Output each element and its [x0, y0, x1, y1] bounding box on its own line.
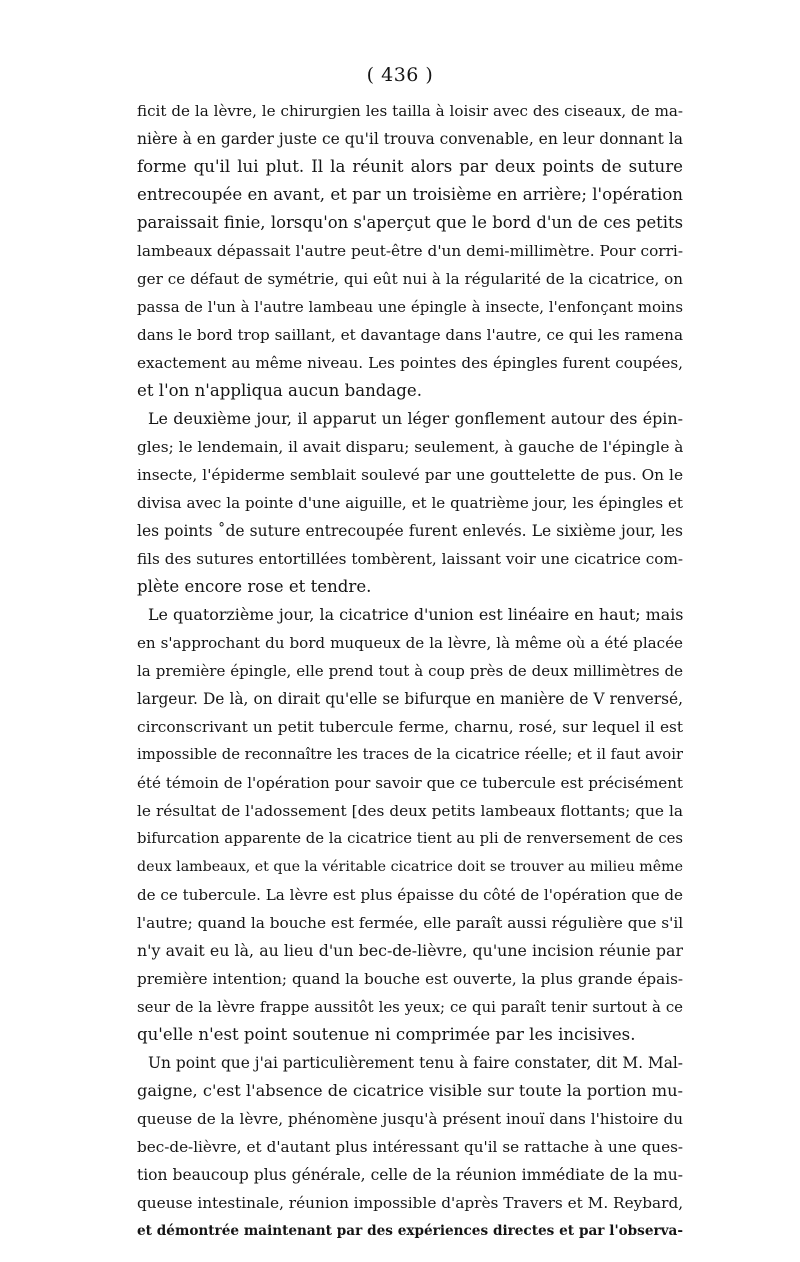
text-line: passa de l'un à l'autre lambeau une épingle à insecte, l'enfonçant moins	[137, 298, 683, 316]
text-line: gaigne, c'est l'absence de cicatrice visible sur toute la portion mu-	[137, 1081, 683, 1100]
text-line: insecte, l'épiderme semblait soulevé par une gouttelette de pus. On le	[137, 466, 683, 484]
text-line: entrecoupée en avant, et par un troisième en arrière; l'opération	[137, 185, 683, 204]
text-line: queuse intestinale, réunion impossible d'après Travers et M. Reybard,	[137, 1194, 683, 1212]
paragraph-end-line: et l'on n'appliqua aucun bandage.	[137, 381, 423, 400]
text-line: première intention; quand la bouche est ouverte, la plus grande épais-	[137, 970, 683, 988]
paragraph-start-line: Un point que j'ai particulièrement tenu à faire constater, dit M. Mal-	[148, 1054, 683, 1072]
text-line: l'autre; quand la bouche est fermée, elle paraît aussi régulière que s'il	[137, 914, 683, 932]
text-line: la première épingle, elle prend tout à coup près de deux millimètres de	[137, 662, 683, 680]
text-line: de ce tubercule. La lèvre est plus épaisse du côté de l'opération que de	[137, 886, 683, 904]
text-line: exactement au même niveau. Les pointes des épingles furent coupées,	[137, 354, 683, 372]
text-line: les points ˚de suture entrecoupée furent enlevés. Le sixième jour, les	[137, 522, 683, 540]
text-line: fils des sutures entortillées tombèrent, laissant voir une cicatrice com-	[137, 550, 683, 568]
text-line: paraissait finie, lorsqu'on s'aperçut que le bord d'un de ces petits	[137, 213, 683, 232]
text-line: en s'approchant du bord muqueux de la lèvre, là même où a été placée	[137, 634, 683, 652]
text-line: gles; le lendemain, il avait disparu; seulement, à gauche de l'épingle à	[137, 438, 683, 456]
text-line: lambeaux dépassait l'autre peut-être d'un demi-millimètre. Pour corri-	[137, 242, 683, 260]
paragraph-end-line: qu'elle n'est point soutenue ni comprimée par les incisives.	[137, 1025, 636, 1044]
text-line: ger ce défaut de symétrie, qui eût nui à la régularité de la cicatrice, on	[137, 270, 683, 288]
text-line: ficit de la lèvre, le chirurgien les tailla à loisir avec des ciseaux, de ma-	[137, 102, 683, 120]
text-line: le résultat de l'adossement [des deux petits lambeaux flottants; que la	[137, 802, 683, 820]
text-line: deux lambeaux, et que la véritable cicatrice doit se trouver au milieu même	[137, 859, 683, 875]
text-line: tion beaucoup plus générale, celle de la réunion immédiate de la mu-	[137, 1166, 683, 1184]
text-line: et démontrée maintenant par des expériences directes et par l'observa-	[137, 1223, 683, 1239]
text-line: impossible de reconnaître les traces de la cicatrice réelle; et il faut avoir	[137, 746, 683, 763]
text-line: été témoin de l'opération pour savoir que ce tubercule est précisément	[137, 774, 683, 792]
body-text	[137, 97, 683, 1245]
text-line: forme qu'il lui plut. Il la réunit alors par deux points de suture	[137, 157, 683, 176]
text-line: bifurcation apparente de la cicatrice tient au pli de renversement de ces	[137, 830, 683, 847]
text-line: divisa avec la pointe d'une aiguille, et le quatrième jour, les épingles et	[137, 494, 683, 512]
text-line: dans le bord trop saillant, et davantage dans l'autre, ce qui les ramena	[137, 326, 683, 344]
text-line: bec-de-lièvre, et d'autant plus intéressant qu'il se rattache à une ques-	[137, 1138, 683, 1156]
text-line: n'y avait eu là, au lieu d'un bec-de-lièvre, qu'une incision réunie par	[137, 941, 683, 960]
paragraph-start-line: Le quatorzième jour, la cicatrice d'union est linéaire en haut; mais	[148, 605, 683, 624]
text-line: circonscrivant un petit tubercule ferme, charnu, rosé, sur lequel il est	[137, 718, 683, 736]
text-line: queuse de la lèvre, phénomène jusqu'à présent inouï dans l'histoire du	[137, 1110, 683, 1128]
text-line: seur de la lèvre frappe aussitôt les yeux; ce qui paraît tenir surtout à ce	[137, 998, 683, 1016]
page-number: ( 436 )	[366, 64, 434, 86]
paragraph-end-line: plète encore rose et tendre.	[137, 577, 372, 596]
text-line: nière à en garder juste ce qu'il trouva convenable, en leur donnant la	[137, 130, 683, 148]
paragraph-start-line: Le deuxième jour, il apparut un léger gonflement autour des épin-	[148, 409, 683, 428]
text-line: largeur. De là, on dirait qu'elle se bifurque en manière de V renversé,	[137, 690, 683, 708]
